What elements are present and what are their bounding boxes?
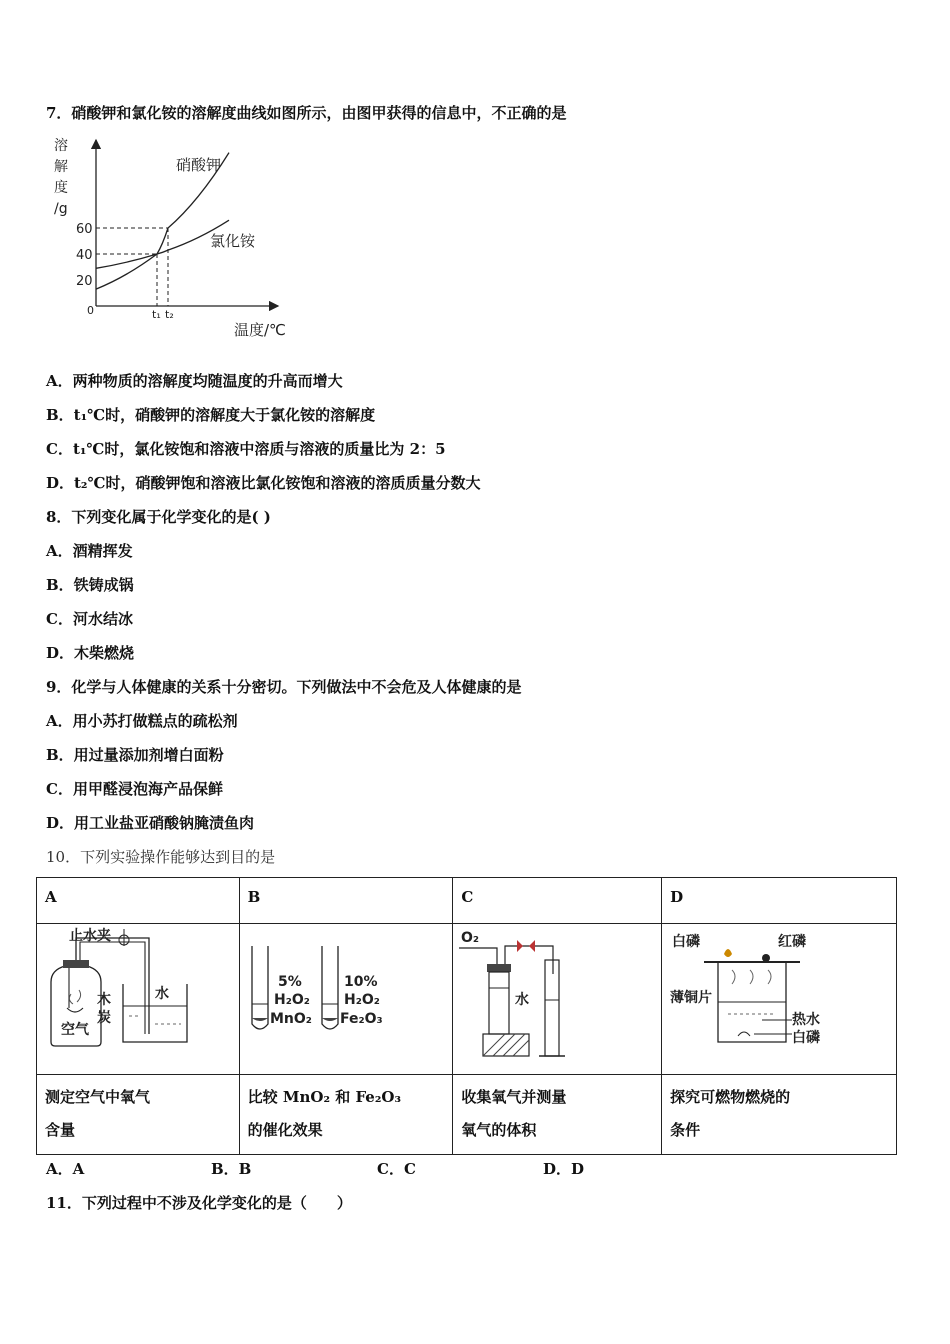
q7-option-c[interactable]: C．t₁℃时，氯化铵饱和溶液中溶质与溶液的质量比为 2：5 (46, 440, 446, 458)
label-white-p: 白磷 (672, 934, 701, 950)
origin-label: 0 (87, 304, 94, 317)
desc-b: 比较 MnO₂ 和 Fe₂O₃ 的催化效果 (239, 1075, 453, 1155)
q7-option-a[interactable]: A．两种物质的溶解度均随温度的升高而增大 (46, 372, 343, 390)
q11-stem: 11．下列过程中不涉及化学变化的是（ ） (46, 1194, 352, 1212)
y-tick-label-20: 20 (76, 274, 93, 289)
label-right-cat: Fe₂O₃ (339, 1011, 383, 1027)
q9-option-a[interactable]: A．用小苏打做糕点的疏松剂 (46, 712, 238, 730)
q8-option-c[interactable]: C．河水结冰 (46, 610, 133, 628)
x-tick-t2: t₂ (165, 308, 174, 321)
q10-stem: 10．下列实验操作能够达到目的是 (46, 848, 276, 866)
q10-option-d[interactable]: D．D (543, 1160, 585, 1178)
figure-d (662, 924, 897, 1075)
q9-stem: 9．化学与人体健康的关系十分密切。下列做法中不会危及人体健康的是 (46, 678, 522, 696)
desc-a: 测定空气中氧气 含量 (37, 1075, 240, 1155)
label-copper: 薄铜片 (670, 990, 713, 1006)
q9-option-b[interactable]: B．用过量添加剂增白面粉 (46, 746, 224, 764)
q8-option-b[interactable]: B．铁铸成锅 (46, 576, 134, 594)
figure-b (239, 924, 453, 1075)
q8-option-a[interactable]: A．酒精挥发 (46, 542, 133, 560)
header-c: C (453, 878, 662, 924)
label-left-cat: MnO₂ (269, 1011, 312, 1027)
figure-c (453, 924, 662, 1075)
header-a: A (37, 878, 240, 924)
desc-d: 探究可燃物燃烧的 条件 (662, 1075, 897, 1155)
legend-kno3: 硝酸钾 (176, 156, 222, 174)
label-o2: O₂ (461, 930, 480, 946)
q7-option-b[interactable]: B．t₁℃时，硝酸钾的溶解度大于氯化铵的溶解度 (46, 406, 376, 424)
y-axis-label: 溶解度/g (54, 138, 68, 217)
combustion-conditions-apparatus (662, 924, 895, 1070)
q10-option-a[interactable]: A．A (46, 1160, 85, 1178)
label-red-p: 红磷 (778, 934, 807, 950)
legend-nh4cl: 氯化铵 (210, 232, 256, 250)
label-clamp: 止水夹 (69, 928, 111, 944)
q8-option-d[interactable]: D．木柴燃烧 (46, 644, 135, 662)
y-tick-label-60: 60 (76, 222, 93, 237)
q9-option-d[interactable]: D．用工业盐亚硝酸钠腌渍鱼肉 (46, 814, 255, 832)
desc-c: 收集氧气并测量 氧气的体积 (453, 1075, 662, 1155)
q10-option-b[interactable]: B．B (211, 1160, 252, 1178)
label-hot-water: 热水 (792, 1012, 821, 1028)
oxygen-collection-apparatus (453, 924, 660, 1070)
q9-option-c[interactable]: C．用甲醛浸泡海产品保鲜 (46, 780, 223, 798)
q7-option-d[interactable]: D．t₂℃时，硝酸钾饱和溶液比氯化铵饱和溶液的溶质质量分数大 (46, 474, 481, 492)
label-left-sol: H₂O₂ (273, 992, 310, 1008)
x-axis-label: 温度/℃ (234, 321, 286, 339)
x-tick-t1: t₁ (152, 308, 161, 321)
label-air: 空气 (61, 1022, 89, 1038)
header-d: D (662, 878, 897, 924)
q8-stem: 8．下列变化属于化学变化的是( ) (46, 508, 271, 526)
label-water-c: 水 (515, 992, 530, 1008)
header-b: B (239, 878, 453, 924)
label-right-sol: H₂O₂ (343, 992, 380, 1008)
label-water-a: 水 (155, 986, 169, 1002)
label-left-pct: 5% (277, 974, 302, 990)
label-right-pct: 10% (343, 974, 378, 990)
figure-a (37, 924, 240, 1075)
q10-option-c[interactable]: C．C (377, 1160, 416, 1178)
solubility-chart (44, 128, 304, 343)
q7-stem: 7．硝酸钾和氯化铵的溶解度曲线如图所示，由图甲获得的信息中，不正确的是 (46, 104, 567, 122)
label-carbon-1: 木炭 (97, 992, 111, 1026)
experiment-table (36, 877, 897, 1155)
air-oxygen-apparatus (37, 924, 237, 1070)
label-white-p-2: 白磷 (792, 1030, 821, 1046)
y-tick-label-40: 40 (76, 248, 93, 263)
catalyst-test-tubes (240, 924, 451, 1070)
